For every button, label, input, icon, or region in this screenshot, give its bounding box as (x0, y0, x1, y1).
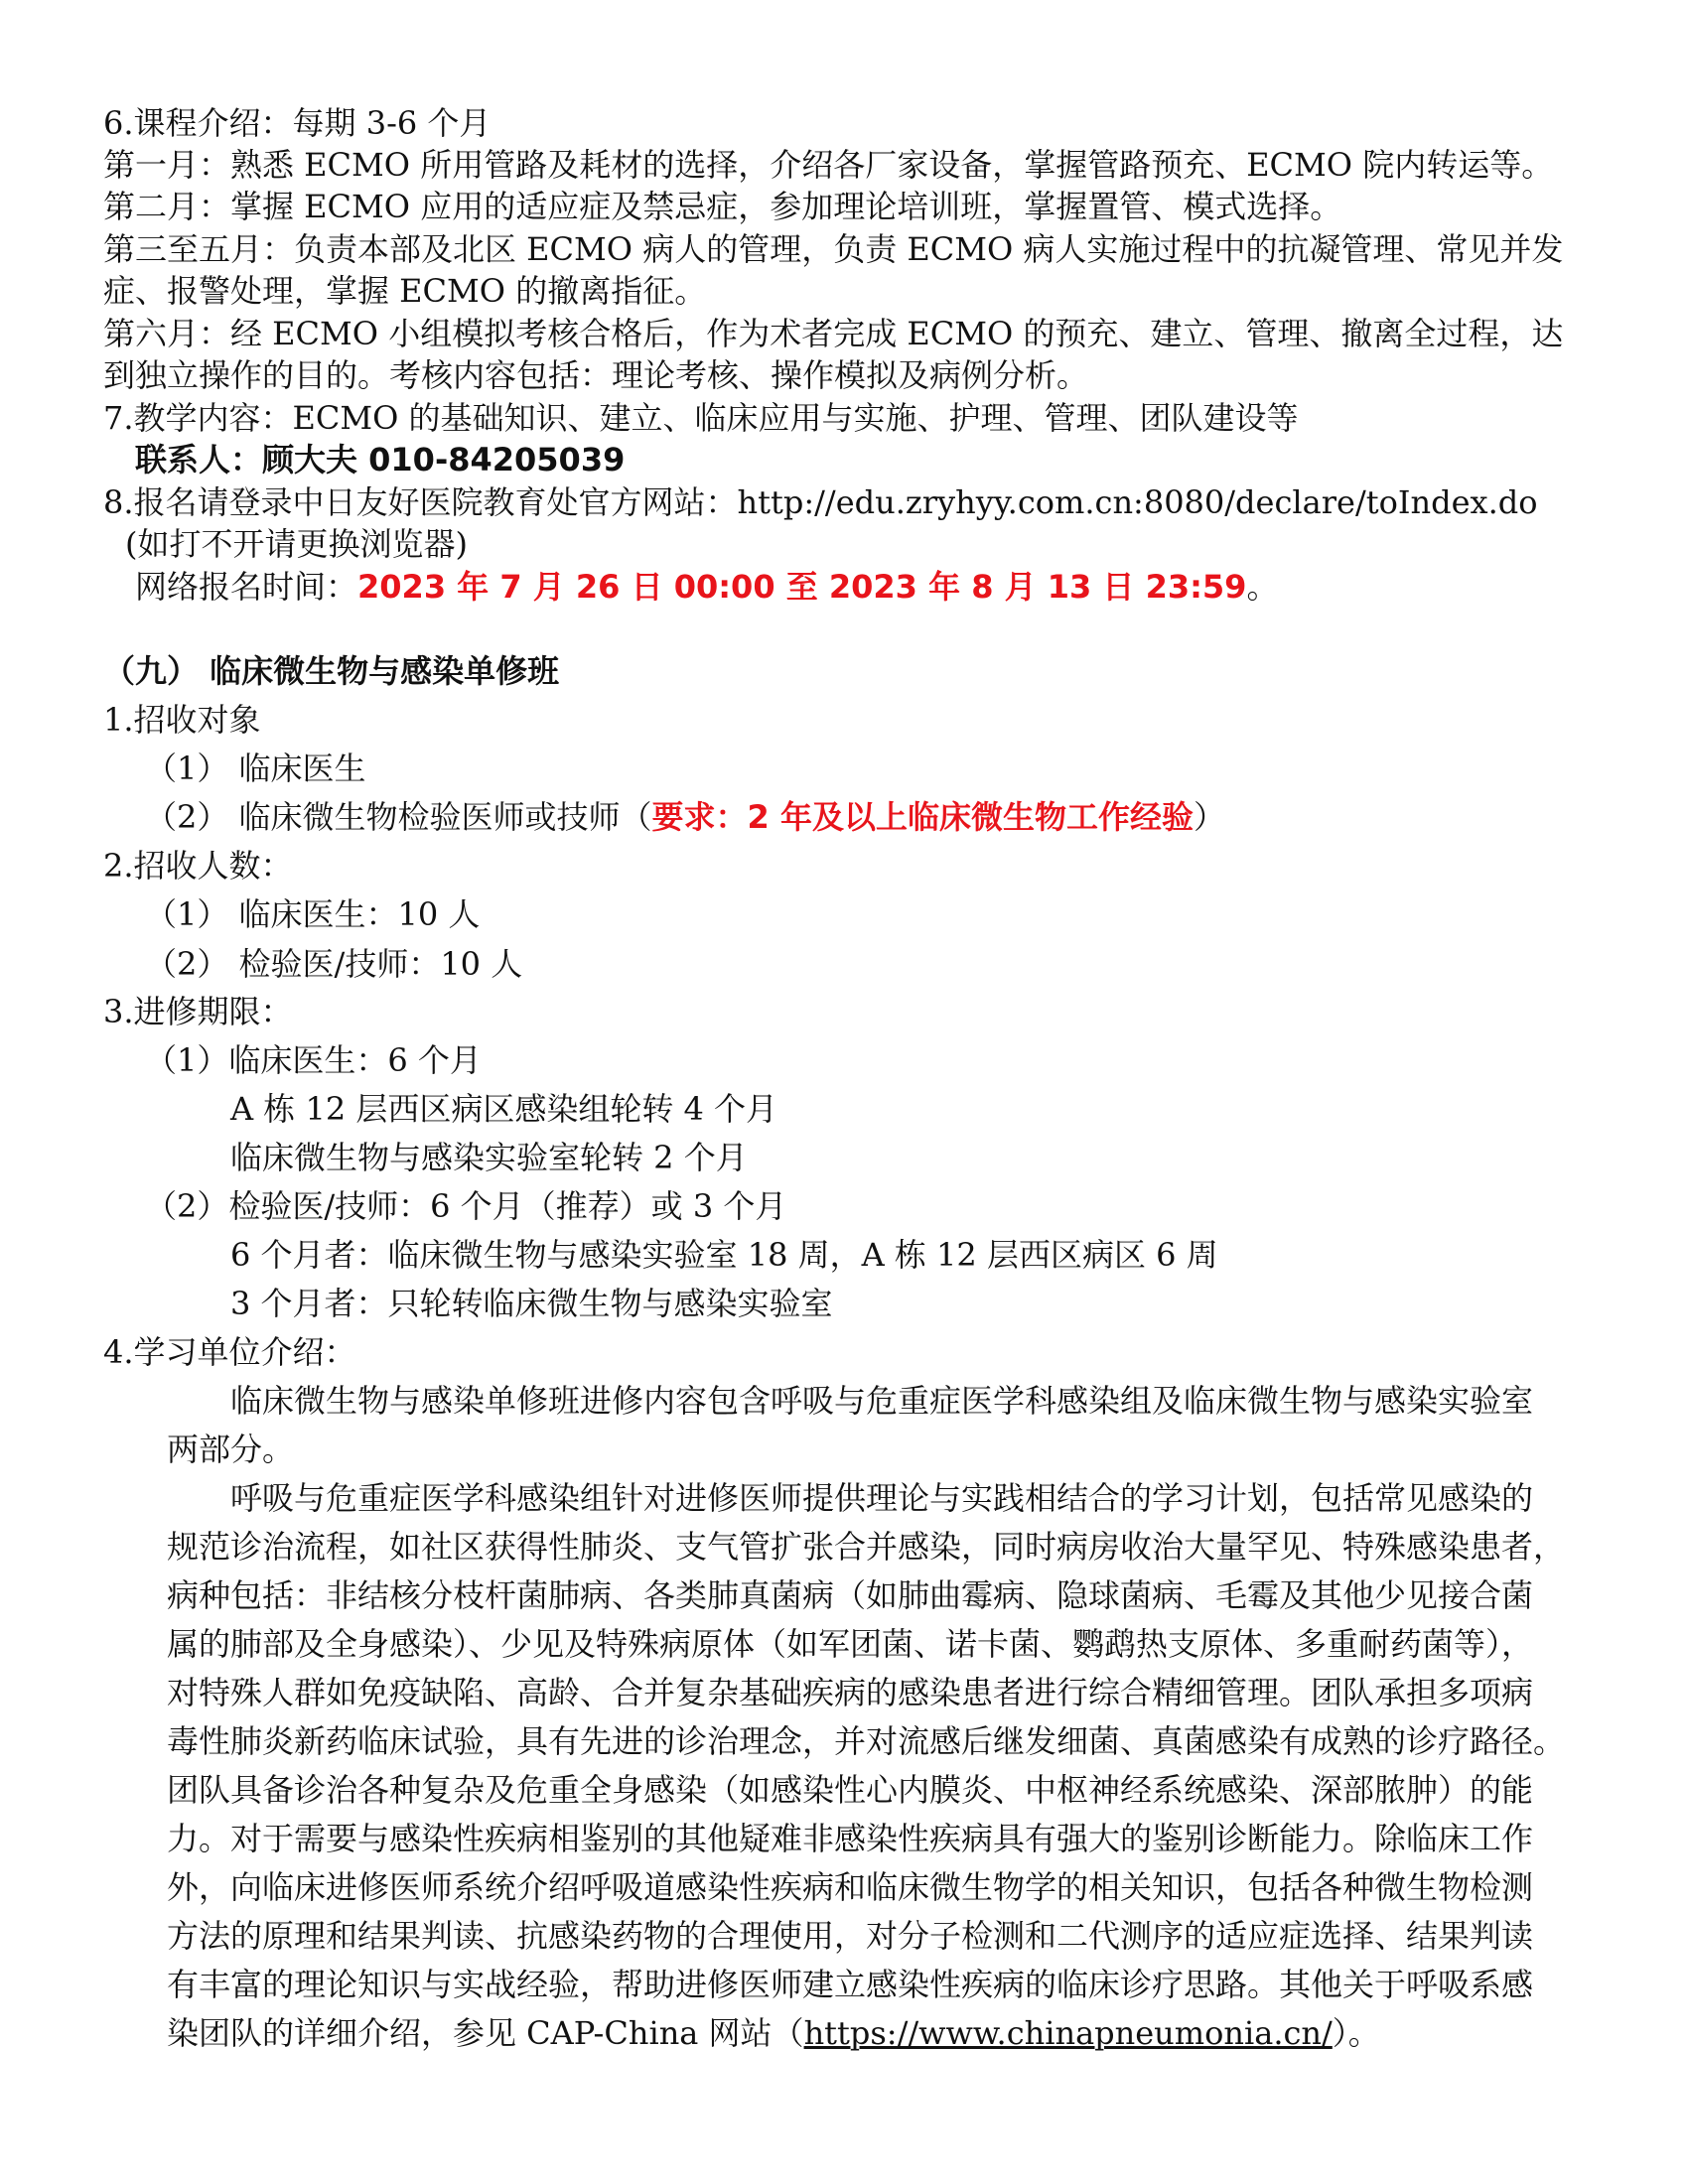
unit-intro-p2-line-6: 毒性肺炎新药临床试验，具有先进的诊治理念，并对流感后继发细菌、真菌感染有成熟的诊疗路径。 (167, 1722, 1566, 1760)
period-item-2-six-months: 6 个月者：临床微生物与感染实验室 18 周，A 栋 12 层西区病区 6 周 (230, 1236, 1218, 1274)
registration-time (135, 565, 1278, 609)
section-title: （九） 临床微生物与感染单修班 (103, 652, 560, 690)
period-item-2-three-months: 3 个月者：只轮转临床微生物与感染实验室 (230, 1285, 833, 1322)
registration-time-range: 2023 年 7 月 26 日 00:00 至 2023 年 8 月 13 日 23:59 (357, 568, 1247, 606)
cap-china-close: ）。 (1332, 2014, 1380, 2052)
unit-intro-p1-line-1: 临床微生物与感染单修班进修内容包含呼吸与危重症医学科感染组及临床微生物与感染实验室 (230, 1382, 1534, 1420)
month-3-5-text: 第三至五月：负责本部及北区 ECMO 病人的管理，负责 ECMO 病人实施过程中的抗凝管理、常见并发 (103, 230, 1564, 268)
target-item-2-close: ） (1193, 798, 1225, 836)
month-6-text-cont: 到独立操作的目的。考核内容包括：理论考核、操作模拟及病例分析。 (103, 356, 1089, 394)
unit-intro-p2-line-3: 病种包括：非结核分枝杆菌肺病、各类肺真菌病（如肺曲霉病、隐球菌病、毛霉及其他少见接合菌 (167, 1576, 1534, 1614)
teaching-content: 7.教学内容：ECMO 的基础知识、建立、临床应用与实施、护理、管理、团队建设等 (103, 399, 1299, 437)
enrollment-count-heading: 2.招收人数： (103, 847, 293, 885)
month-6-text: 第六月：经 ECMO 小组模拟考核合格后，作为术者完成 ECMO 的预充、建立、管理、撤离全过程，达 (103, 315, 1564, 352)
registration-time-label: 网络报名时间： (135, 568, 358, 606)
unit-intro-p2-line-2: 规范诊治流程，如社区获得性肺炎、支气管扩张合并感染，同时病房收治大量罕见、特殊感染患者， (167, 1528, 1566, 1566)
period-item-1-rotation-b: 临床微生物与感染实验室轮转 2 个月 (230, 1139, 748, 1176)
unit-intro-p1-line-2: 两部分。 (167, 1431, 295, 1468)
browser-note: (如打不开请更换浏览器) (125, 525, 468, 563)
target-item-1: （1） 临床医生 (145, 750, 366, 787)
unit-intro-p2-line-10: 方法的原理和结果判读、抗感染药物的合理使用，对分子检测和二代测序的适应症选择、结果判读 (167, 1917, 1534, 1955)
enrollment-target-heading: 1.招收对象 (103, 701, 261, 739)
target-item-2-text: （2） 临床微生物检验医师或技师（ (145, 798, 652, 836)
contact-person: 联系人：顾大夫 010-84205039 (135, 441, 626, 478)
count-item-1: （1） 临床医生：10 人 (145, 895, 481, 933)
unit-intro-p2-line-5: 对特殊人群如免疫缺陷、高龄、合并复杂基础疾病的感染患者进行综合精细管理。团队承担多项病 (167, 1674, 1534, 1711)
cap-china-text: 染团队的详细介绍，参见 CAP-China 网站（ (167, 2014, 804, 2052)
requirement-note: 要求：2 年及以上临床微生物工作经验 (651, 798, 1194, 836)
unit-intro-p2-line-11: 有丰富的理论知识与实战经验，帮助进修医师建立感染性疾病的临床诊疗思路。其他关于呼吸系感 (167, 1966, 1534, 2003)
target-item-2 (145, 795, 1225, 839)
month-2-text: 第二月：掌握 ECMO 应用的适应症及禁忌症，参加理论培训班，掌握置管、模式选择。 (103, 188, 1342, 225)
training-period-heading: 3.进修期限： (103, 993, 293, 1030)
month-3-5-text-cont: 症、报警处理，掌握 ECMO 的撤离指征。 (103, 272, 707, 310)
cap-china-link[interactable]: https://www.chinapneumonia.cn/ (803, 2014, 1333, 2052)
registration-website: 8.报名请登录中日友好医院教育处官方网站：http://edu.zryhyy.com.cn:8080/declare/toIndex.do (103, 483, 1538, 521)
course-intro-heading: 6.课程介绍：每期 3-6 个月 (103, 104, 492, 142)
month-1-text: 第一月：熟悉 ECMO 所用管路及耗材的选择，介绍各厂家设备，掌握管路预充、ECMO 院内转运等。 (103, 146, 1554, 184)
registration-time-end: 。 (1246, 568, 1279, 606)
unit-intro-p2-line-1: 呼吸与危重症医学科感染组针对进修医师提供理论与实践相结合的学习计划，包括常见感染的 (230, 1479, 1534, 1517)
unit-intro-p2-line-9: 外，向临床进修医师系统介绍呼吸道感染性疾病和临床微生物学的相关知识，包括各种微生物检测 (167, 1868, 1534, 1906)
unit-intro-p2-line-7: 团队具备诊治各种复杂及危重全身感染（如感染性心内膜炎、中枢神经系统感染、深部脓肿）的能 (167, 1771, 1534, 1809)
unit-intro-p2-line-4: 属的肺部及全身感染）、少见及特殊病原体（如军团菌、诺卡菌、鹦鹉热支原体、多重耐药菌等）， (167, 1625, 1534, 1663)
unit-intro-heading: 4.学习单位介绍： (103, 1333, 356, 1371)
period-item-1-rotation-a: A 栋 12 层西区病区感染组轮转 4 个月 (230, 1090, 778, 1128)
period-item-1: （1）临床医生：6 个月 (145, 1041, 482, 1079)
unit-intro-p2-line-12 (167, 2011, 1380, 2055)
unit-intro-p2-line-8: 力。对于需要与感染性疾病相鉴别的其他疑难非感染性疾病具有强大的鉴别诊断能力。除临床工作 (167, 1820, 1534, 1857)
count-item-2: （2） 检验医/技师：10 人 (145, 945, 523, 983)
period-item-2: （2）检验医/技师：6 个月（推荐）或 3 个月 (145, 1187, 787, 1225)
